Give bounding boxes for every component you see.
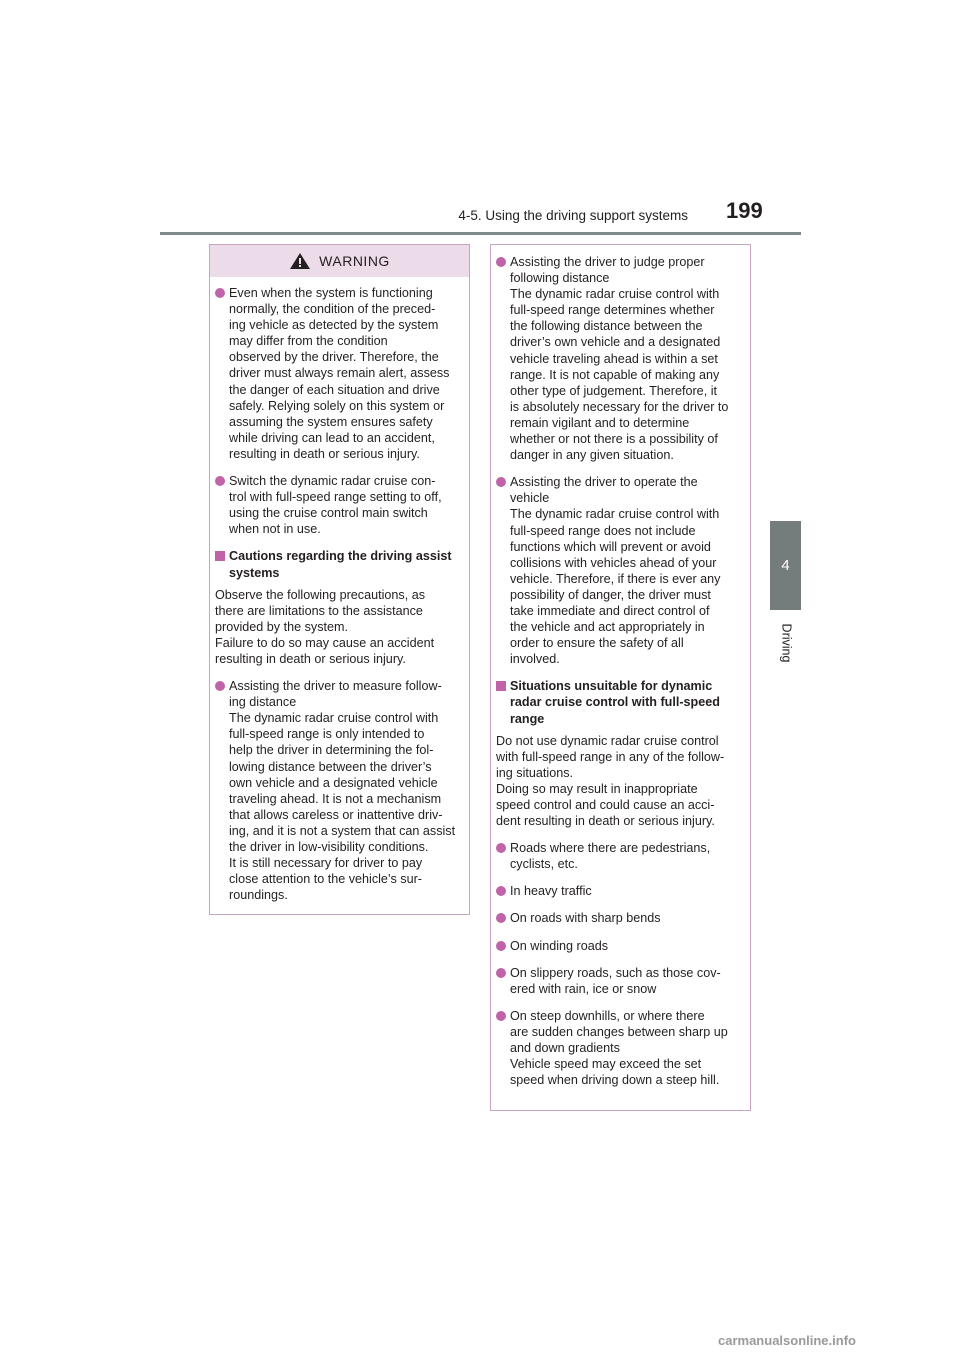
text-line: resulting in death or serious injury. [215, 651, 406, 666]
text-line: Assisting the driver to judge proper [510, 255, 705, 269]
bullet-dot-icon [496, 941, 506, 951]
text-line: that allows careless or inattentive driv- [229, 807, 443, 822]
bullet-dot-icon [496, 913, 506, 923]
square-marker-icon [496, 681, 506, 691]
bullet-item [496, 910, 742, 926]
text-line: trol with full-speed range setting to off, [229, 490, 442, 505]
text-line: safely. Relying solely on this system or [229, 398, 445, 413]
text-line: order to ensure the safety of all [510, 636, 684, 651]
text-line: range [510, 711, 545, 726]
warning-header [210, 245, 469, 277]
text-line: other type of judgement. Therefore, it [510, 383, 717, 398]
bullet-dot-icon [215, 476, 225, 486]
text-line: The dynamic radar cruise control with [229, 711, 439, 726]
text-line: close attention to the vehicle’s sur- [229, 872, 422, 887]
warning-box-right [490, 244, 751, 1111]
text-line: resulting in death or serious injury. [229, 446, 420, 461]
bullet-item [496, 840, 742, 872]
text-line: The dynamic radar cruise control with [510, 507, 720, 522]
text-line: Situations unsuitable for dynamic [510, 679, 713, 694]
text-line: On winding roads [510, 938, 609, 953]
text-line: ered with rain, ice or snow [510, 981, 657, 996]
bullet-dot-icon [215, 681, 225, 691]
text-line: speed when driving down a steep hill. [510, 1073, 720, 1088]
text-line: Even when the system is functioning [229, 286, 433, 300]
bullet-item [496, 1008, 742, 1088]
text-line: Failure to do so may cause an accident [215, 635, 435, 650]
text-line: while driving can lead to an accident, [229, 430, 435, 445]
text-line: with full-speed range in any of the follow- [496, 749, 725, 764]
text-line: functions which will prevent or avoid [510, 539, 711, 554]
text-line: full-speed range does not include [510, 523, 696, 538]
text-line: remain vigilant and to determine [510, 415, 690, 430]
text-line: Roads where there are pedestrians, [510, 841, 711, 856]
bullet-dot-icon [496, 477, 506, 487]
text-line: the driver in low-visibility conditions. [229, 840, 429, 854]
bullet-item [496, 474, 742, 667]
warning-box-left [209, 244, 470, 915]
text-line: In heavy traffic [510, 884, 592, 899]
text-line: Switch the dynamic radar cruise con- [229, 474, 436, 489]
text-line: ing distance [229, 695, 297, 710]
text-line: the danger of each situation and drive [229, 382, 440, 397]
text-line: may differ from the condition [229, 334, 388, 349]
text-line: vehicle [510, 491, 550, 506]
text-line: observed by the driver. Therefore, the [229, 350, 439, 365]
text-line: The dynamic radar cruise control with [510, 287, 720, 302]
text-line: normally, the condition of the preced- [229, 302, 436, 317]
paragraph [496, 733, 742, 830]
text-line: possibility of danger, the driver must [510, 587, 711, 602]
text-line: and down gradients [510, 1041, 620, 1056]
warning-triangle-icon [289, 252, 311, 270]
text-line: the vehicle and act appropriately in [510, 620, 705, 635]
bullet-dot-icon [496, 1011, 506, 1021]
bullet-item [496, 938, 742, 954]
bullet-item [215, 473, 461, 537]
text-line: involved. [510, 652, 560, 667]
text-line: ing situations. [496, 765, 574, 780]
bullet-item [215, 678, 461, 903]
text-line: full-speed range determines whether [510, 303, 715, 318]
text-line: Observe the following precautions, as [215, 587, 426, 602]
text-line: It is still necessary for driver to pay [229, 856, 423, 871]
text-line: when not in use. [229, 522, 321, 537]
watermark: carmanualsonline.info [718, 1333, 856, 1348]
bullet-dot-icon [496, 257, 506, 267]
text-line: using the cruise control main switch [229, 506, 428, 521]
text-line: danger in any given situation. [510, 448, 674, 463]
text-line: vehicle traveling ahead is within a set [510, 351, 718, 366]
text-line: speed control and could cause an acci- [496, 798, 715, 812]
chapter-label-container [772, 613, 800, 673]
bullet-dot-icon [496, 968, 506, 978]
chapter-number: 4 [781, 557, 790, 574]
text-line: the following distance between the [510, 319, 703, 334]
text-line: Vehicle speed may exceed the set [510, 1057, 702, 1072]
text-line: Assisting the driver to operate the [510, 475, 698, 490]
text-line: Assisting the driver to measure follow- [229, 679, 442, 694]
section-title: 4-5. Using the driving support systems [458, 208, 688, 223]
text-line: whether or not there is a possibility of [510, 432, 718, 447]
text-line: On steep downhills, or where there [510, 1008, 705, 1023]
header-rule [160, 232, 801, 235]
text-line: following distance [510, 271, 610, 286]
text-line: traveling ahead. It is not a mechanism [229, 791, 442, 806]
text-line: systems [229, 565, 280, 580]
text-line: assuming the system ensures safety [229, 414, 433, 429]
bullet-item [496, 883, 742, 899]
warning-label: WARNING [319, 253, 390, 269]
square-marker-icon [215, 551, 225, 561]
text-line: dent resulting in death or serious injury. [496, 814, 715, 829]
text-line: is absolutely necessary for the driver to [510, 399, 729, 414]
bullet-item [496, 965, 742, 997]
text-line: roundings. [229, 888, 288, 903]
text-line: vehicle. Therefore, if there is ever any [510, 571, 721, 586]
bullet-dot-icon [496, 843, 506, 853]
bullet-item [496, 254, 742, 463]
text-line: take immediate and direct control of [510, 603, 710, 618]
chapter-label: Driving [779, 623, 793, 663]
text-line: range. It is not capable of making any [510, 367, 720, 382]
bullet-item [215, 285, 461, 462]
text-line: radar cruise control with full-speed [510, 695, 720, 710]
text-line: Cautions regarding the driving assist [229, 549, 452, 564]
text-line: provided by the system. [215, 619, 348, 634]
text-line: Doing so may result in inappropriate [496, 781, 698, 796]
bullet-dot-icon [496, 886, 506, 896]
text-line: help the driver in determining the fol- [229, 743, 434, 758]
text-line: collisions with vehicles ahead of your [510, 555, 717, 570]
text-line: Do not use dynamic radar cruise control [496, 733, 719, 748]
bullet-dot-icon [215, 288, 225, 298]
text-line: cyclists, etc. [510, 857, 578, 872]
text-line: driver’s own vehicle and a designated [510, 335, 721, 350]
paragraph [215, 587, 461, 667]
text-line: On roads with sharp bends [510, 911, 661, 926]
text-line: On slippery roads, such as those cov- [510, 965, 721, 980]
text-line: are sudden changes between sharp up [510, 1024, 728, 1039]
text-line: lowing distance between the driver’s [229, 759, 432, 774]
text-line: own vehicle and a designated vehicle [229, 775, 438, 790]
subsection-heading [496, 678, 742, 726]
text-line: ing vehicle as detected by the system [229, 318, 439, 333]
text-line: there are limitations to the assistance [215, 603, 423, 618]
text-line: full-speed range is only intended to [229, 727, 425, 742]
page-number: 199 [726, 198, 763, 223]
text-line: ing, and it is not a system that can assist [229, 823, 456, 838]
chapter-tab [770, 521, 801, 610]
subsection-heading [215, 548, 461, 580]
text-line: driver must always remain alert, assess [229, 366, 450, 381]
